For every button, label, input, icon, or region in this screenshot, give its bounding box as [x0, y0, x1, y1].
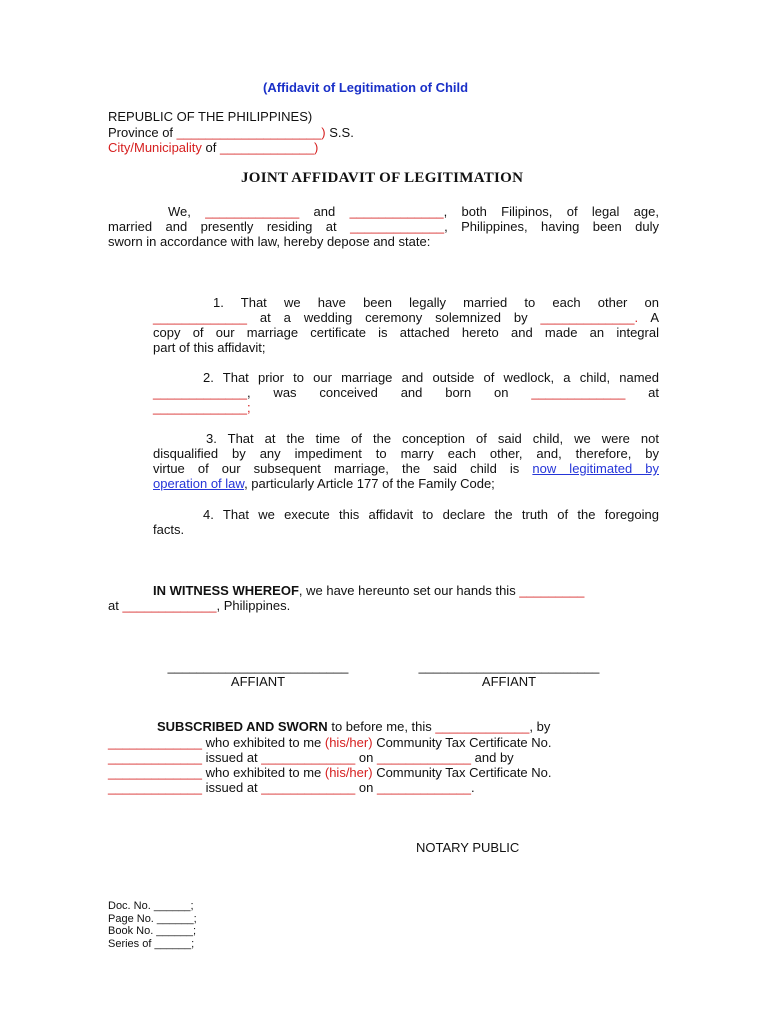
witness-line-2: at _____________, Philippines. [108, 598, 291, 613]
city-of: of [205, 140, 217, 155]
birth-date-blank: _____________ [531, 385, 626, 400]
operation-of-law-link[interactable]: operation of law [153, 476, 245, 491]
intro-line-3: sworn in accordance with law, hereby depose and state: [108, 234, 431, 249]
footer-book-no: Book No. ______; [108, 925, 197, 937]
ss-label: S.S. [329, 125, 354, 140]
jurat-line-4: _____________ who exhibited to me (his/her) Community Tax Certificate No. [108, 765, 552, 780]
child-name-blank: _____________ [153, 385, 247, 400]
legitimated-link[interactable]: now legitimated by [532, 461, 659, 476]
residence-blank: _____________ [350, 219, 445, 234]
intro-paragraph [108, 204, 659, 249]
affiant-signature-1 [162, 659, 354, 689]
jurat-line-3: _____________ issued at _____________ on _____________ and by [108, 750, 514, 765]
affiant2-name-blank: _____________ [349, 204, 444, 219]
affiant-label: AFFIANT [481, 674, 537, 689]
jurat-line-1: SUBSCRIBED AND SWORN to before me, this _____________, by [157, 719, 551, 734]
intro-line-2: married and presently residing at _____________, Philippines, having been duly [108, 219, 659, 234]
footer-doc-no: Doc. No. ______; [108, 900, 194, 912]
venue-republic: REPUBLIC OF THE PHILIPPINES) [108, 109, 313, 124]
city-blank: _____________) [220, 140, 319, 155]
footer-page-no: Page No. ______; [108, 913, 197, 925]
signature-line: _________________________ [167, 659, 349, 674]
jurat-line-2: _____________ who exhibited to me (his/her) Community Tax Certificate No. [108, 735, 552, 750]
affiant1-name-blank: _____________ [205, 204, 300, 219]
city-label: City/Municipality [108, 140, 202, 155]
affiant-signature-2 [413, 659, 605, 689]
birth-place-blank: _____________; [153, 400, 251, 415]
item-2: 2. That prior to our marriage and outside of wedlock, a child, named _____________, was conceived and born on _____________ at _____________; [153, 370, 660, 415]
document-heading: JOINT AFFIDAVIT OF LEGITIMATION [241, 170, 524, 186]
province-blank: ____________________) [176, 125, 326, 140]
item-4: 4. That we execute this affidavit to declare the truth of the foregoing facts. [153, 507, 659, 537]
marriage-date-blank: _____________ [153, 310, 247, 325]
document-title: (Affidavit of Legitimation of Child [263, 80, 469, 95]
jurat-line-5: _____________ issued at _____________ on _____________. [108, 780, 475, 795]
witness-line-1: IN WITNESS WHEREOF, we have hereunto set our hands this _________ [153, 583, 585, 598]
footer-series: Series of ______; [108, 938, 195, 950]
witness-place-blank: _____________ [122, 598, 217, 613]
province-label: Province of [108, 125, 174, 140]
venue-city [108, 140, 318, 155]
signature-line: _________________________ [418, 659, 600, 674]
venue-province [108, 125, 354, 140]
witness-date-blank: _________ [519, 583, 585, 598]
jurat-date-blank: _____________ [435, 719, 530, 734]
notary-public-label: NOTARY PUBLIC [416, 840, 520, 855]
item-3: 3. That at the time of the conception of said child, we were not disqualified by any impediment to marry each other, and, therefore, by virtue of our subsequent marriage, the said child is now legitimated by operation of law, particularly Article 177 of the Family Code; [153, 431, 659, 491]
item-1: 1. That we have been legally married to each other on _____________ at a wedding ceremony solemnized by _____________. A copy of our marriage certificate is attached hereto and made an integral part of this affidavit; [153, 295, 659, 355]
affiant-label: AFFIANT [230, 674, 286, 689]
intro-line-1: We, _____________ and _____________, both Filipinos, of legal age, [168, 204, 659, 219]
solemnizer-blank: _____________. [540, 310, 639, 325]
